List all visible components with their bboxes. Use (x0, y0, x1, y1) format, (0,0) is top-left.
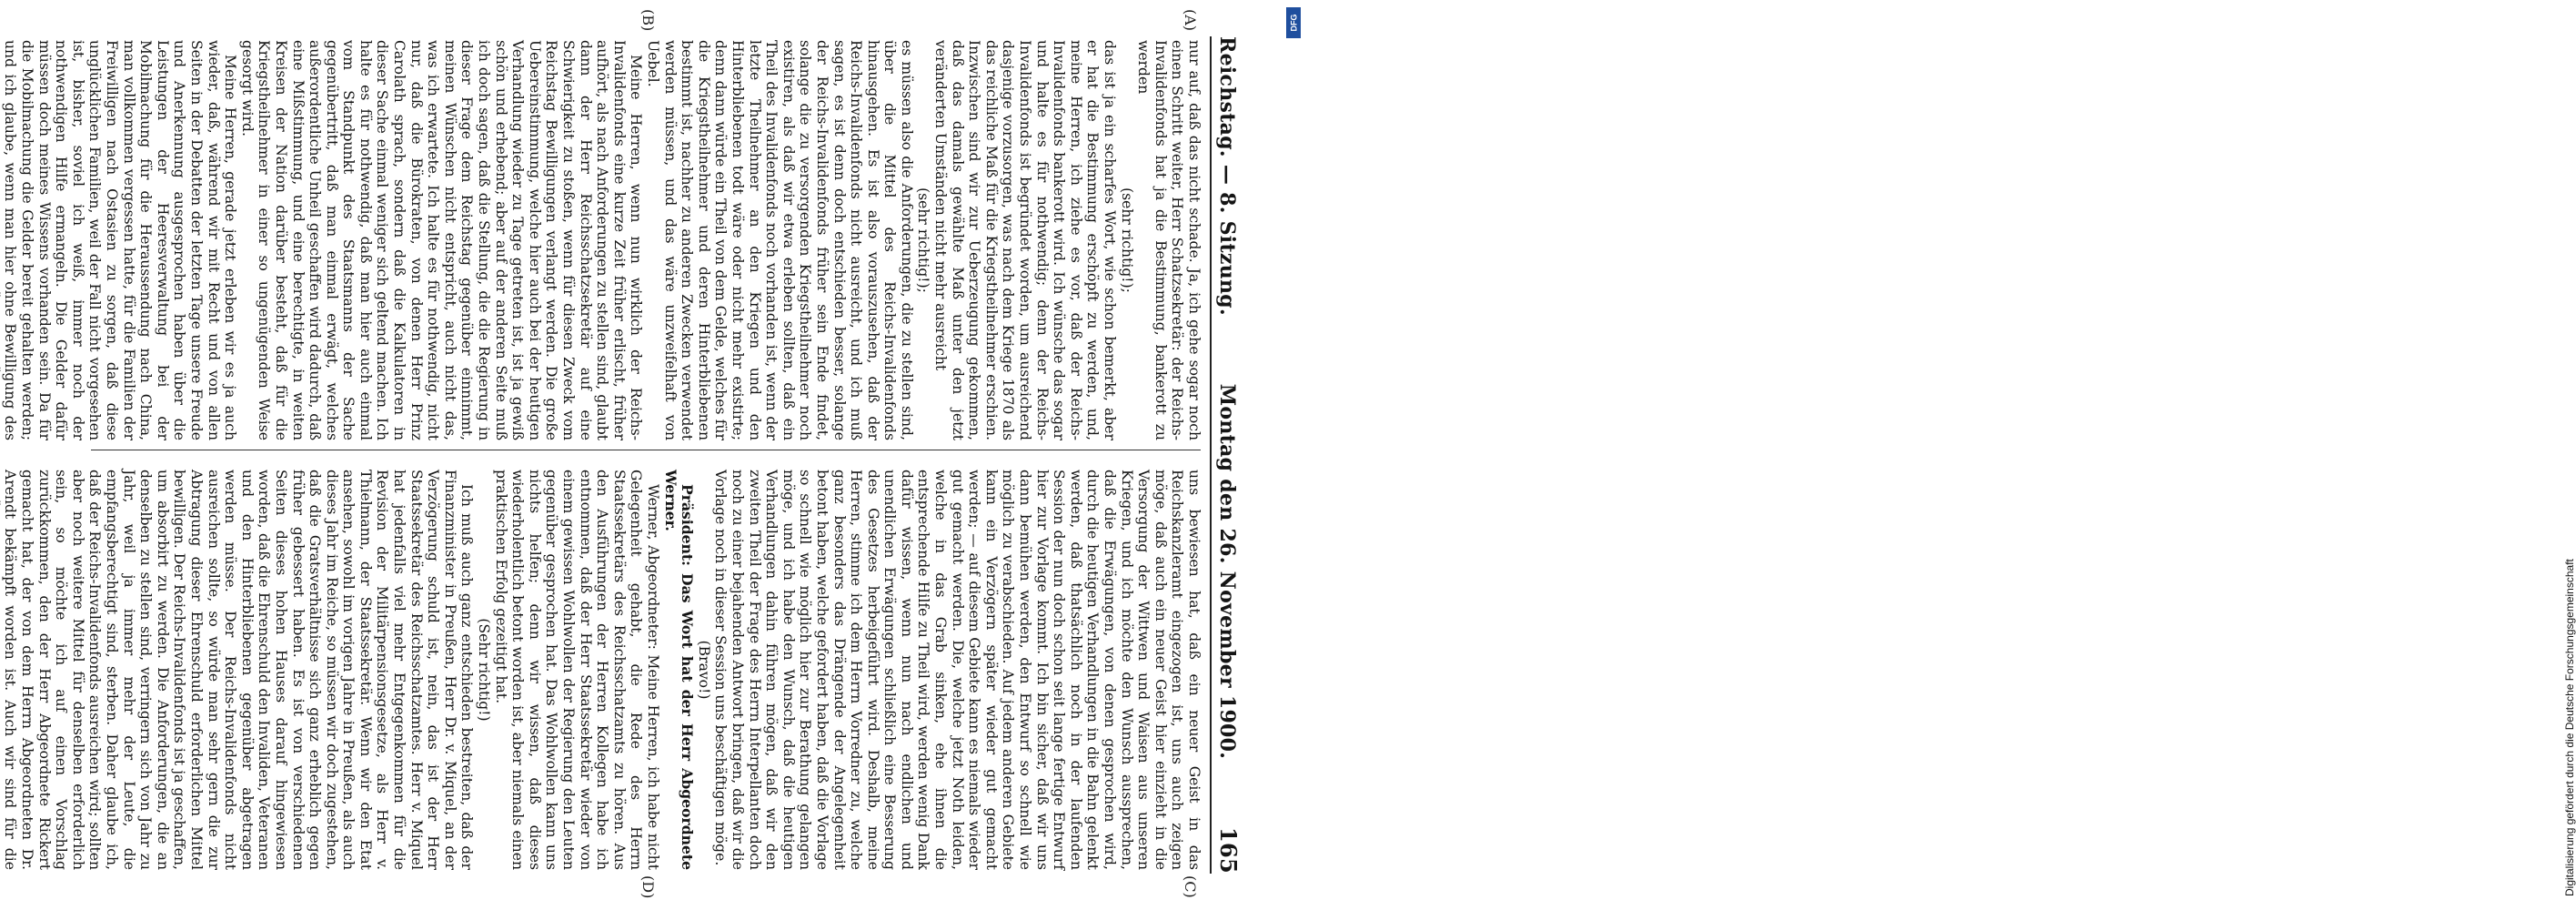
interjection: (sehr richtig!); (915, 187, 932, 293)
paragraph: uns bewiesen hat, daß ein neuer Geist in das Reichskanzleramt eingezogen ist, uns auch zeigen möge, daß auch ein neuer Geist hier einzieht in die Versorgung der Wittwen und Waisen aus unseren Kriegen, und ich möchte den Wunsch aussprechen, daß die Erwägungen, von denen gesprochen wird, durch die heutigen Verhandlungen in die Bahn gelenkt werden, daß thatsächlich noch in der laufenden Session der nun doch schon seit lange fertige Entwurf hier zur Vorlage kommt. Ich bin sicher, daß wir uns dann bemühen werden, den Entwurf so schnell wie möglich zu verabschieden. Auf jedem anderen Gebiete kann ein Verzögern später wieder gut gemacht werden; — auf diesem Gebiete kann es niemals wieder gut gemacht werden. Die, welche jetzt Noth leiden, welche in das Grab sinken, ehe ihnen die entsprechende Hilfe zu Theil wird, werden wenig Dank dafür wissen, wenn nun nach endlichen und unendlichen Erwägungen schließlich eine Besserung des Gesetzes herbeigeführt wird. Deshalb, meine Herren, stimme ich dem Herrn Vorredner zu, welche ganz besonders das Drängende der Angelegenheit betont haben, welche gefordert haben, daß die Vorlage so schnell wie möglich hier zur Berathung gelangen möge, und ich habe den Wunsch, daß die heutigen Verhandlungen dahin führen mögen, daß wir den zweiten Theil der Frage des Herrn Interpellanten doch noch zu einer bejahenden Antwort bringen, daß wir die Vorlage noch in dieser Session uns beschäftigen möge. (712, 470, 1202, 870)
paragraph: nur auf, daß das nicht schade. Ja, ich gehe sogar noch einen Schritt weiter, Herr Schatzsekretär: der Reichs-Invalidenfonds hat ja die Bestimmung, bankerott zu werden (1135, 40, 1202, 440)
paragraph: Ich muß auch ganz entschieden bestreiten, daß der Finanzminister in Preußen, Herr Dr. v. Miquel, an der Verzögerung schuld ist, nein, das ist der Herr Staatssekretär des Reichsschatzamtes. Herr v. Miquel hat jedenfalls viel mehr Entgegenkommen für die Revision der Militärpensionsgesetze, als Herr v. Thielmann, der Staatssekretär. Wenn wir den Etat ansehen, sowohl im vorigen Jahre in Preußen, als auch dieses Jahr im Reiche, so müssen wir doch zugestehen, daß die Gratsverhältnisse sich ganz erheblich gegen früher gebessert haben. Es ist von verschiedenen Seiten dieses hohen Hauses darauf hingewiesen worden, daß die Ehrenschuld den Invaliden, Veteranen und den Hinterbliebenen gegenüber abgetragen werden müsse. Der Reichs-Invalidenfonds nicht ausreichen sollte, so würde man sehr gern die zur Abtragung dieser Ehrenschuld erforderlichen Mittel bewilligen. Der Reichs-Invalidenfonds ist ja geschaffen, um absorbirt zu werden. Die Anforderungen, die an denselben zu stellen sind, verringern sich von Jahr zu Jahr, weil ja immer mehr der Leute, die empfangsberechtigt sind, sterben. Daher glaube ich, daß der Reichs-Invalidenfonds ausreichen wird; sollten aber noch weitere Mittel für denselben erforderlich sein, so möchte ich auf einen Vorschlag zurückkommen, den der Herr Abgeordnete Rickert gemacht hat, der von dem Herrn Abgeordneten Dr. Arendt bekämpft worden ist. Auch wir sind für die (2, 470, 476, 870)
digitisation-note: Digitalisierung gefördert durch die Deutsche Forschungsgemeinschaft (2563, 559, 2576, 896)
rotated-page (2, 0, 1266, 910)
dfg-logo: DFG (1286, 7, 1301, 38)
margin-marker-a: (A) (1182, 9, 1199, 32)
right-text-column (2, 470, 1202, 870)
margin-marker-b: (B) (639, 9, 657, 32)
margin-marker-c: (C) (1182, 875, 1199, 898)
paragraph: Meine Herren, wenn nun wirklich der Reichs-Invalidenfonds eine kurze Zeit früher erlischt, früher aufhört, als nach Anforderungen zu stellen sind, glaubt dann der Herr Reichsschatzsekretär auf eine Schwierigkeit zu stoßen, wenn für diesen Zweck vom Reichstag Bewilligungen verlangt werden. Die große Uebereinstimmung, welche hier auch bei der heutigen Verhandlung wieder zu Tage getreten ist, ist ja gewiß schön und erhebend; aber auf der anderen Seite muß ich doch sagen, daß die Stellung, die die Regierung in dieser Frage dem Reichstag gegenüber einnimmt, meinen Wünschen nicht entspricht, auch nicht das, was ich erwartete. Ich halte es für nothwendig, nicht nur, daß die Bürokraten, von denen Herr Prinz Carolath sprach, sondern daß die Kalkulatoren in dieser Sache einmal weniger sich geltend machen. Ich halte es für nothwendig, daß man hier auch einmal vom Standpunkt des Staatsmanns der Sache gegenübertritt, daß man einmal erwägt, welches außerordentliche Unheil geschaffen wird dadurch, daß eine Mißstimmung, und eine berechtigte, in weiten Kreisen der Nation darüber besteht, daß für die Kriegstheilnehmer in einer so ungenügenden Weise gesorgt wird. (238, 40, 645, 440)
paragraph: das ist ja ein scharfes Wort, wie schon bemerkt, aber er hat die Bestimmung erschöpft zu werden, und, meine Herren, ich ziehe es vor, daß der Reichs-Invalidenfonds bankerott wird. Ich wünsche das sogar und halte es für nothwendig; denn der Reichs-Invalidenfonds ist begründet worden, um ausreichend dasjenige vorzusorgen, was nach dem Kriege 1870 als das reichliche Maß für die Kriegstheilnehmer erschien. Inzwischen sind wir zur Ueberzeugung gekommen, daß das damals gewählte Maß unter den jetzt veränderten Umständen nicht mehr ausreicht (932, 40, 1119, 440)
speaker-paragraph: Präsident: Das Wort hat der Herr Abgeordnete Werner. (661, 470, 697, 870)
left-text-column (2, 40, 1202, 440)
page-number: 165 (1215, 827, 1242, 874)
header-date: Montag den 26. November 1900. (1215, 383, 1239, 760)
page-header (1210, 36, 1257, 874)
speaker-paragraph: Werner, Abgeordneter: Meine Herren, ich habe nicht Gelegenheit gehabt, die Rede des Herrn Staatssekretärs des Reichsschatzamts zu hören. Aus den Ausführungen der Herren Kollegen habe ich entnommen, daß der Herr Staatssekretär wieder von einem gewissen Wohlwollen der Regierung den Leuten gegenüber gesprochen hat. Das Wohlwollen kann uns nichts helfen; denn wir wissen, daß dieses wiederholentlich betont worden ist, aber niemals einen praktischen Erfolg gezeitigt hat. (492, 470, 661, 870)
interjection: (Bravo!) (695, 640, 712, 700)
paragraph: Meine Herren, gerade jetzt erleben wir es ja auch wieder, daß, während wir mit Recht und von allen Seiten in der Debatten der letzten Tage unsere Freude und Anerkennung ausgesprochen haben über die Leistungen der Heeresverwaltung bei der Mobilmachung für die Heraussendung nach China, man vollkommen vergessen hatte, für die Familien der Freiwilligen nach Ostasien zu sorgen, daß diese unglücklichen Familien, weil der Fall nicht vorgesehen ist, bisher, soviel ich weiß, immer noch der nothwendigen Hilfe ermangeln. Die Gelder dafür müssen doch meines Wissens vorhanden sein. Da für die Mobilmachung die Gelder bereit gehalten werden; und ich glaube, wenn man hier ohne Bewilligung des (2, 40, 239, 440)
interjection: (Sehr richtig!) (476, 618, 493, 722)
digitisation-strip (1286, 0, 2576, 910)
margin-marker-d: (D) (639, 875, 657, 899)
header-left: Reichstag. — 8. Sitzung. (1215, 36, 1239, 316)
interjection: (sehr richtig!); (1118, 187, 1135, 293)
paragraph: es müssen also die Anforderungen, die zu stellen sind, über die Mittel des Reichs-Invalidenfonds hinausgehen. Es ist also vorauszusehen, daß der Reichs-Invalidenfonds nicht ausreicht, und ich muß sagen, es ist denn doch entschieden besser, solange der Reichs-Invalidenfonds früher sein Ende findet, solange die zu versorgenden Kriegstheilnehmer noch existiren, als daß wir etwa erleben sollten, daß ein Theil des Invalidenfonds noch vorhanden ist, wenn der letzte Theilnehmer an den Kriegen und den Hinterbliebenen todt wäre oder nicht mehr existirte; denn dann würde ein Theil von dem Gelde, welches für die Kriegstheilnehmer und deren Hinterbliebenen bestimmt ist, nachher zu anderen Zwecken verwendet werden müssen, und das wäre unzweifelhaft von Uebel. (645, 40, 915, 440)
